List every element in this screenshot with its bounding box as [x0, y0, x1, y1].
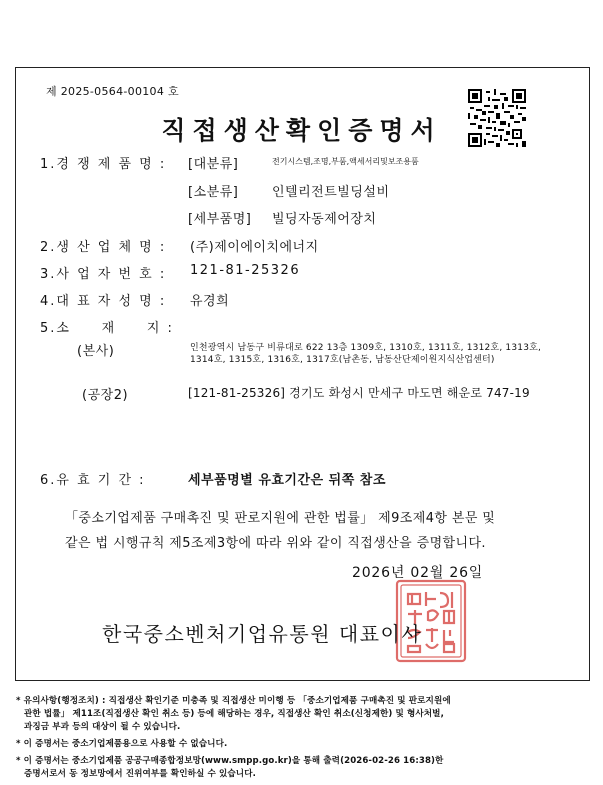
- product-label: 1.경 쟁 제 품 명 :: [40, 157, 167, 172]
- qr-code: [468, 89, 526, 147]
- note-caution-line1: * 유의사항(행정조치) : 직접생산 확인기준 미충족 및 직접생산 미이행 등 「중소기업제품 구매촉진 및 판로지원에: [16, 696, 451, 706]
- detail-item-value: 빌딩자동제어장치: [272, 212, 377, 227]
- ceo-label: 4.대 표 자 성 명 :: [40, 294, 167, 309]
- statement-line1: 「중소기업제품 구매촉진 및 판로지원에 관한 법률」 제9조제4항 본문 및: [65, 511, 496, 526]
- note-usage: * 이 증명서는 중소기업제품용으로 사용할 수 없습니다.: [16, 739, 228, 749]
- minor-category-label: [소분류]: [188, 185, 239, 200]
- address-label: 5.소 재 지 :: [40, 321, 174, 336]
- page-title: 직접생산확인증명서: [161, 116, 442, 145]
- note-verification-line2: 증명서로서 동 정보망에서 진위여부를 확인하실 수 있습니다.: [24, 769, 256, 779]
- ceo-value: 유경희: [190, 294, 230, 309]
- maker-value: (주)제이에이치에너지: [190, 240, 319, 255]
- statement-line2: 같은 법 시행규칙 제5조제3항에 따라 위와 같이 직접생산을 증명합니다.: [65, 536, 486, 551]
- document-number: 제 2025-0564-00104 호: [46, 85, 179, 98]
- note-caution-line2: 관한 법률」 제11조(직접생산 확인 취소 등) 등에 해당하는 경우, 직접생산 확인 취소(신청제한) 및 형사처벌,: [24, 709, 444, 719]
- note-verification-line1: * 이 증명서는 중소기업제품 공공구매종합정보망(www.smpp.go.kr)을 통해 출력(2026-02-26 16:38)한: [16, 756, 444, 766]
- major-category-label: [대분류]: [188, 157, 239, 172]
- minor-category-value: 인텔리전트빌딩설비: [272, 185, 390, 200]
- business-number-value: 121-81-25326: [190, 263, 301, 278]
- detail-item-label: [세부품명]: [188, 212, 252, 227]
- hq-address-line1: 인천광역시 남동구 비류대로 622 13층 1309호, 1310호, 1311호, 1312호, 1313호,: [190, 343, 542, 353]
- validity-value: 세부품명별 유효기간은 뒤쪽 참조: [188, 473, 386, 488]
- hq-address-line2: 1314호, 1315호, 1316호, 1317호(남촌동, 남동산단제이원지식산업센터): [190, 355, 495, 365]
- maker-label: 2.생 산 업 체 명 :: [40, 240, 167, 255]
- validity-label: 6.유 효 기 간 :: [40, 473, 146, 488]
- issuer-name: 한국중소벤처기업유통원 대표이사: [102, 622, 423, 646]
- factory-address: [121-81-25326] 경기도 화성시 만세구 마도면 해운로 747-19: [188, 386, 530, 400]
- business-number-label: 3.사 업 자 번 호 :: [40, 267, 167, 282]
- issue-date: 2026년 02월 26일: [352, 565, 484, 581]
- note-caution-line3: 과징금 부과 등의 대상이 될 수 있습니다.: [24, 722, 181, 732]
- hq-label: (본사): [77, 344, 115, 359]
- major-category-value: 전기시스템,조명,부품,액세서리및보조용품: [272, 157, 419, 166]
- factory-label: (공장2): [82, 388, 129, 403]
